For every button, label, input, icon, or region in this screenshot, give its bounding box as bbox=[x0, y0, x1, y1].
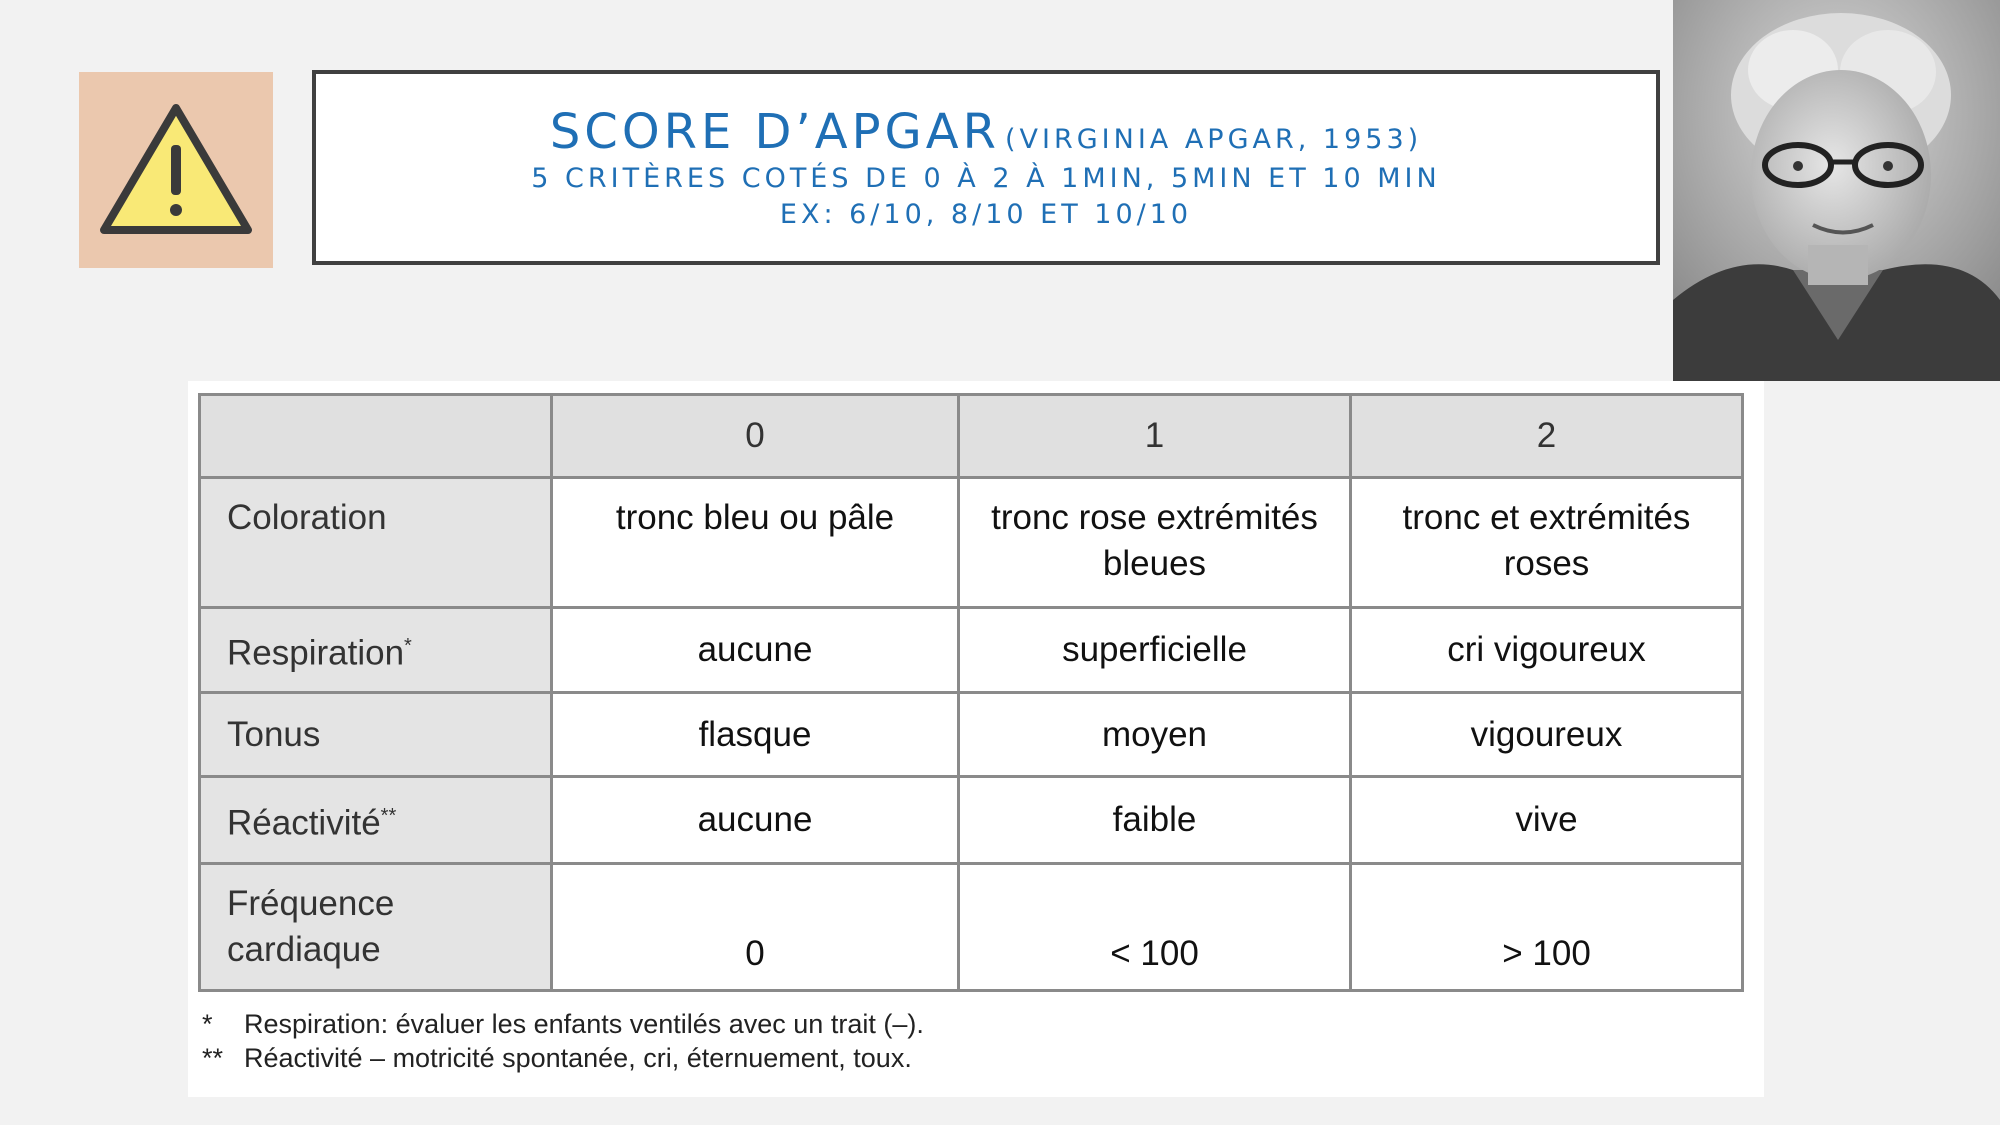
apgar-table-panel bbox=[188, 381, 1764, 1097]
table-cell: moyen bbox=[959, 693, 1351, 777]
table-cell: cri vigoureux bbox=[1351, 608, 1743, 693]
subtitle-example: EX: 6/10, 8/10 ET 10/10 bbox=[779, 198, 1193, 230]
column-header-score-1: 1 bbox=[959, 395, 1351, 478]
table-row bbox=[200, 608, 1743, 693]
row-label-reactivite bbox=[200, 777, 552, 864]
footnote-mark: ** bbox=[380, 805, 397, 828]
table-cell: aucune bbox=[552, 777, 959, 864]
footnote-text: Réactivité – motricité spontanée, cri, éternuement, toux. bbox=[244, 1043, 912, 1073]
column-header-score-0: 0 bbox=[552, 395, 959, 478]
row-label-text: Coloration bbox=[227, 498, 387, 537]
row-label-text: Tonus bbox=[227, 714, 321, 754]
table-cell: > 100 bbox=[1351, 864, 1743, 991]
footnotes bbox=[202, 1007, 924, 1075]
footnote-mark: * bbox=[202, 1009, 213, 1039]
portrait-image bbox=[1673, 0, 2000, 381]
title-line bbox=[550, 103, 1422, 161]
table-cell: 0 bbox=[552, 864, 959, 991]
row-label-coloration bbox=[200, 478, 552, 608]
table-row bbox=[200, 478, 1743, 608]
footnote-text: Respiration: évaluer les enfants ventilés avec un trait (–). bbox=[244, 1009, 924, 1039]
table-cell: faible bbox=[959, 777, 1351, 864]
row-label-tonus bbox=[200, 693, 552, 777]
table-cell: vigoureux bbox=[1351, 693, 1743, 777]
table-row bbox=[200, 864, 1743, 991]
page-title: SCORE D’APGAR bbox=[549, 103, 1000, 160]
table-cell: vive bbox=[1351, 777, 1743, 864]
table-cell: aucune bbox=[552, 608, 959, 693]
row-label-text: Respiration bbox=[227, 633, 405, 673]
footnote-mark: * bbox=[404, 635, 412, 658]
row-label-frequence-cardiaque bbox=[200, 864, 552, 991]
title-box bbox=[312, 70, 1660, 265]
footnote bbox=[202, 1041, 924, 1075]
table-cell: tronc bleu ou pâle bbox=[552, 478, 959, 608]
table-cell: < 100 bbox=[959, 864, 1351, 991]
footnote-mark: ** bbox=[202, 1043, 224, 1073]
row-label-text: Réactivité bbox=[227, 803, 381, 843]
row-label-text: Fréquence cardiaque bbox=[227, 884, 395, 969]
table-cell: tronc et extrémités roses bbox=[1351, 478, 1743, 608]
subtitle-criteria: 5 CRITÈRES COTÉS DE 0 À 2 À 1MIN, 5MIN ET 10 MIN bbox=[531, 162, 1441, 194]
table-header-row bbox=[200, 395, 1743, 478]
table-row bbox=[200, 693, 1743, 777]
column-header-score-2: 2 bbox=[1351, 395, 1743, 478]
warning-triangle-icon bbox=[98, 100, 254, 240]
virginia-apgar-portrait bbox=[1673, 0, 2000, 381]
row-label-respiration bbox=[200, 608, 552, 693]
warning-panel bbox=[79, 72, 273, 268]
table-row bbox=[200, 777, 1743, 864]
table-cell: tronc rose extrémités bleues bbox=[959, 478, 1351, 608]
title-attribution: (VIRGINIA APGAR, 1953) bbox=[1005, 123, 1423, 155]
footnote bbox=[202, 1007, 924, 1041]
table-cell: superficielle bbox=[959, 608, 1351, 693]
table-cell: flasque bbox=[552, 693, 959, 777]
column-header-criterion bbox=[200, 395, 552, 478]
apgar-table bbox=[198, 393, 1744, 992]
